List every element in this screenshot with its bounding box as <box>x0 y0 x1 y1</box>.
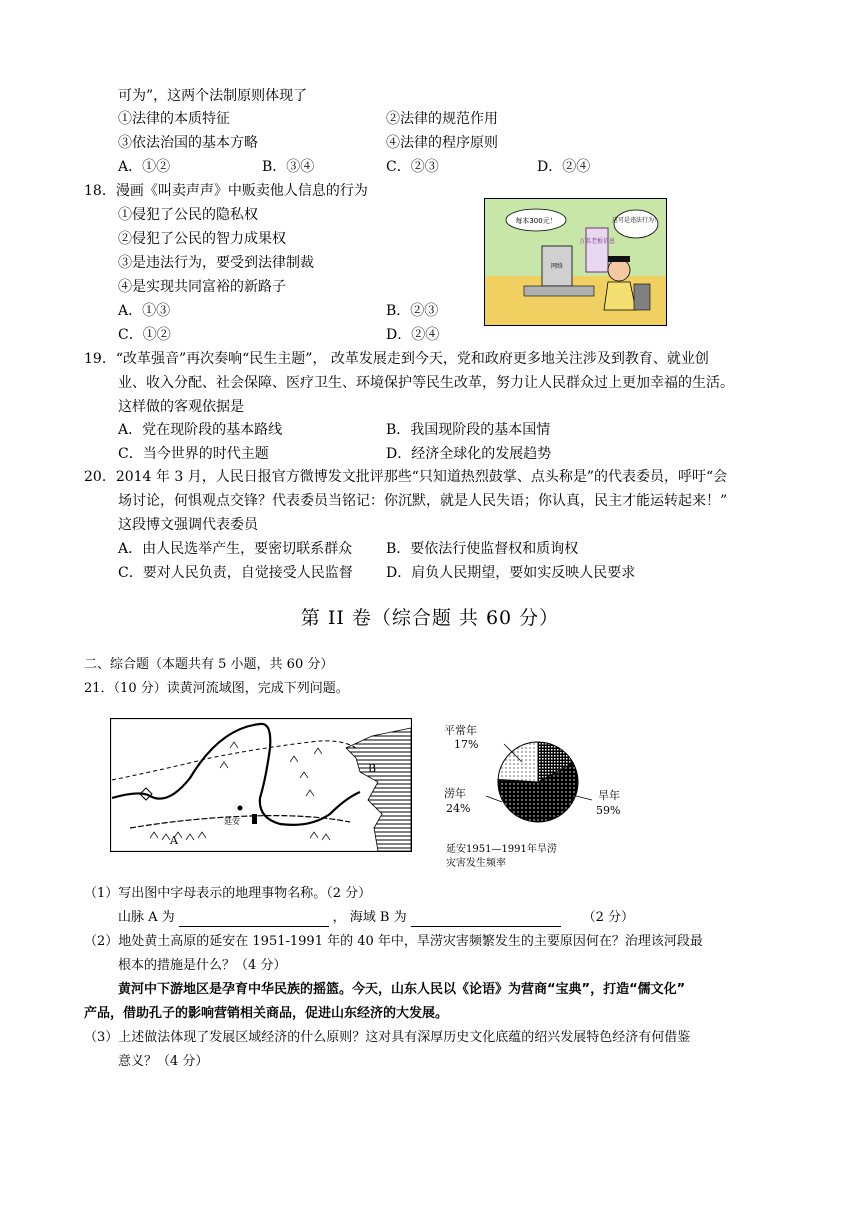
q18-option-3: ③是违法行为，要受到法律制裁 <box>118 255 314 271</box>
info-sign <box>586 228 608 272</box>
sub-question-2-line-2: 根本的措施是什么？（4 分） <box>118 958 287 973</box>
q17-option-1: ①法律的本质特征 <box>118 111 230 127</box>
map-label-yanan: 延安 <box>224 817 240 826</box>
q17-option-3: ③依法治国的基本方略 <box>118 135 258 151</box>
q21-stem: 21．（10 分）读黄河流域图，完成下列问题。 <box>84 681 349 696</box>
q20-line-1: 20．2014 年 3 月，人民日报官方微博发文批评那些“只知道热烈鼓掌、点头称是”的代表委员，呼吁“会 <box>84 469 728 485</box>
person-head <box>608 259 630 281</box>
q20-choice-a: A．由人民选举产生，要密切联系群众 <box>118 541 353 557</box>
q17-stem-continuation: 可为”，这两个法制原则体现了 <box>118 88 308 104</box>
q17-option-2: ②法律的规范作用 <box>386 111 498 127</box>
sub-question-2-line-1: （2）地处黄土高原的延安在 1951-1991 年的 40 年中，旱涝灾害频繁发生的主要原因何在？治理该河段最 <box>84 934 703 949</box>
chart-caption-line-2: 灾害发生频率 <box>446 858 506 869</box>
section-heading: 二、综合题（本题共有 5 小题，共 60 分） <box>84 657 334 672</box>
disaster-frequency-pie-chart <box>440 722 640 872</box>
q19-choice-c: C．当今世界的时代主题 <box>118 446 269 462</box>
q18-choice-b: B．②③ <box>386 303 439 319</box>
screen-text: 网络 <box>550 263 564 270</box>
yellow-river-basin-map <box>110 718 412 852</box>
map-label-a: A <box>170 834 178 847</box>
q17-choice-d: D．②④ <box>537 159 591 175</box>
q18-option-4: ④是实现共同富裕的新路子 <box>118 279 286 295</box>
sub-question-1: （1）写出图中字母表示的地理事物名称。（2 分） <box>84 886 372 901</box>
bubble-right-text: 这可是违法行为！ <box>611 217 661 224</box>
cartoon-illustration <box>484 198 667 326</box>
q18-option-1: ①侵犯了公民的隐私权 <box>118 207 258 223</box>
sea-b-label: ， 海域 B 为 <box>332 910 407 925</box>
q17-option-4: ④法律的程序原则 <box>386 135 498 151</box>
material-bold-line-1: 黄河中下游地区是孕育中华民族的摇篮。今天，山东人民以《论语》为营商“宝典”，打造“儒文化” <box>118 982 686 997</box>
label-drought-pct: 59% <box>596 804 621 817</box>
q19-line-2: 业、收入分配、社会保障、医疗卫生、环境保护等民生改革，努力让人民群众过上更加幸福的生活。 <box>118 375 734 391</box>
sub-question-1-blanks <box>118 909 634 927</box>
label-drought-name: 旱年 <box>598 789 620 802</box>
part-two-title: 第 II 卷（综合题 共 60 分） <box>300 607 560 629</box>
yanan-city-marker <box>238 806 243 811</box>
q18-choice-c: C．①② <box>118 327 171 343</box>
q19-line-3: 这样做的客观依据是 <box>118 399 244 415</box>
material-bold-line-2: 产品，借助孔子的影响营销相关商品，促进山东经济的大发展。 <box>84 1006 449 1021</box>
q18-stem: 18．漫画《叫卖声声》中贩卖他人信息的行为 <box>84 183 368 199</box>
mountain-a-label: 山脉 A 为 <box>118 910 175 925</box>
q20-choice-d: D．肩负人民期望，要如实反映人民要求 <box>386 565 636 581</box>
label-flood-name: 涝年 <box>444 787 466 800</box>
q18-choice-a: A．①③ <box>118 303 171 319</box>
label-normal-pct: 17% <box>454 738 479 751</box>
q20-choice-c: C．要对人民负责，自觉接受人民监督 <box>118 565 353 581</box>
mountain-a-answer-blank[interactable] <box>179 912 329 927</box>
q19-choice-b: B．我国现阶段的基本国情 <box>386 422 551 438</box>
q19-choice-a: A．党在现阶段的基本路线 <box>118 422 283 438</box>
q19-line-1: 19．“改革强音”再次奏响“民生主题”， 改革发展走到今天，党和政府更多地关注涉及到教育、就业创 <box>84 351 709 367</box>
q17-choice-b: B．③④ <box>262 159 315 175</box>
sea-b-answer-blank[interactable] <box>411 912 561 927</box>
speech-bubble-right <box>611 210 661 238</box>
person-body <box>604 282 636 310</box>
sub-question-1-points: （2 分） <box>582 910 635 925</box>
sub-question-3-line-1: （3）上述做法体现了发展区域经济的什么原则？这对具有深厚历史文化底蕴的绍兴发展特色经济有何借鉴 <box>84 1030 691 1045</box>
q18-option-2: ②侵犯了公民的智力成果权 <box>118 231 286 247</box>
pie-slice-1 <box>498 742 538 782</box>
q17-choice-c: C．②③ <box>386 159 439 175</box>
q19-choice-d: D．经济全球化的发展趋势 <box>386 446 552 462</box>
q20-line-2: 场讨论，何惧观点交锋？代表委员当铭记：你沉默，就是人民失语；你认真，民主才能运转起来！” <box>118 493 728 509</box>
map-label-b: B <box>368 762 377 775</box>
label-normal-name: 平常年 <box>444 724 477 737</box>
bubble-left-text: 每本300元！ <box>515 217 557 225</box>
chair <box>634 284 650 310</box>
q20-choice-b: B．要依法行使监督权和质询权 <box>386 541 579 557</box>
chart-caption-line-1: 延安1951—1991年旱涝 <box>446 844 557 855</box>
q18-choice-d: D．②④ <box>386 327 440 343</box>
q20-line-3: 这段博文强调代表委员 <box>118 517 258 533</box>
label-flood-pct: 24% <box>446 802 471 815</box>
q17-choice-a: A．①② <box>118 159 171 175</box>
sub-question-3-line-2: 意义？（4 分） <box>118 1054 209 1069</box>
sign-text: 万名老板信息 <box>578 238 616 245</box>
